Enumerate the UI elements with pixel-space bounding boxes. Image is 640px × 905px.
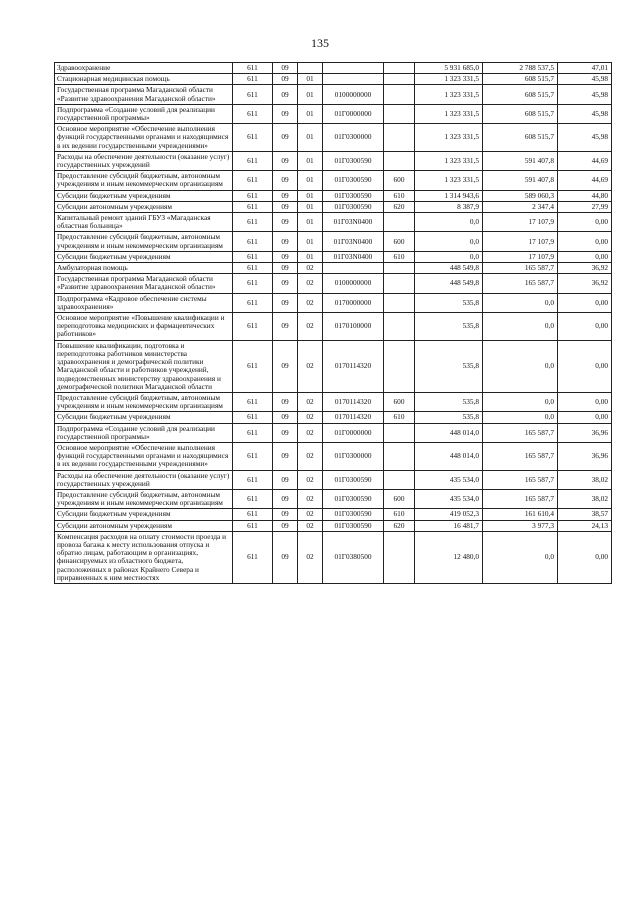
subsection-code-cell: 01 (298, 232, 323, 251)
section-code-cell: 09 (273, 171, 298, 190)
actual-amount-cell: 608 515,7 (483, 85, 558, 104)
planned-amount-cell: 8 387,9 (415, 201, 483, 212)
ministry-code-cell: 611 (233, 151, 273, 170)
expense-name-cell: Субсидии бюджетным учреждениям (55, 251, 233, 262)
target-article-cell (323, 74, 384, 85)
subsection-code-cell: 01 (298, 124, 323, 152)
expense-name-cell: Предоставление субсидий бюджетным, автономным учреждениям и иным некоммерческим организациям (55, 392, 233, 411)
table-row (55, 423, 612, 442)
target-article-cell: 01Г0000000 (323, 104, 384, 123)
planned-amount-cell: 435 534,0 (415, 489, 483, 508)
planned-amount-cell: 5 931 685,0 (415, 63, 483, 74)
ministry-code-cell: 611 (233, 509, 273, 520)
ministry-code-cell: 611 (233, 293, 273, 312)
subsection-code-cell: 01 (298, 74, 323, 85)
subsection-code-cell: 01 (298, 213, 323, 232)
expense-name-cell: Подпрограмма «Создание условий для реализации государственной программы» (55, 104, 233, 123)
target-article-cell: 0170100000 (323, 313, 384, 341)
ministry-code-cell: 611 (233, 313, 273, 341)
table-row (55, 470, 612, 489)
planned-amount-cell: 1 323 331,5 (415, 171, 483, 190)
table-row (55, 340, 612, 392)
table-row (55, 442, 612, 470)
actual-amount-cell: 165 587,7 (483, 263, 558, 274)
expense-type-cell: 610 (384, 251, 415, 262)
target-article-cell: 0100000000 (323, 85, 384, 104)
expense-type-cell (384, 151, 415, 170)
table-row (55, 412, 612, 423)
actual-amount-cell: 17 107,9 (483, 213, 558, 232)
target-article-cell: 01Г0300000 (323, 442, 384, 470)
expense-name-cell: Государственная программа Магаданской области «Развитие здравоохранения Магаданской области» (55, 274, 233, 293)
execution-percent-cell: 47,01 (558, 63, 612, 74)
planned-amount-cell: 1 323 331,5 (415, 151, 483, 170)
section-code-cell: 09 (273, 85, 298, 104)
ministry-code-cell: 611 (233, 531, 273, 583)
target-article-cell: 0170114320 (323, 392, 384, 411)
section-code-cell: 09 (273, 190, 298, 201)
expense-type-cell (384, 442, 415, 470)
actual-amount-cell: 0,0 (483, 412, 558, 423)
expense-name-cell: Субсидии автономным учреждениям (55, 520, 233, 531)
section-code-cell: 09 (273, 104, 298, 123)
target-article-cell (323, 263, 384, 274)
actual-amount-cell: 161 610,4 (483, 509, 558, 520)
target-article-cell: 01Г0300590 (323, 489, 384, 508)
subsection-code-cell: 01 (298, 171, 323, 190)
subsection-code-cell: 01 (298, 85, 323, 104)
execution-percent-cell: 0,00 (558, 392, 612, 411)
expense-type-cell (384, 293, 415, 312)
table-row (55, 85, 612, 104)
ministry-code-cell: 611 (233, 274, 273, 293)
execution-percent-cell: 0,00 (558, 313, 612, 341)
section-code-cell: 09 (273, 293, 298, 312)
execution-percent-cell: 36,96 (558, 442, 612, 470)
planned-amount-cell: 1 323 331,5 (415, 74, 483, 85)
execution-percent-cell: 44,69 (558, 171, 612, 190)
expense-type-cell: 620 (384, 201, 415, 212)
table-row (55, 190, 612, 201)
expense-type-cell: 610 (384, 509, 415, 520)
subsection-code-cell (298, 63, 323, 74)
table-row (55, 489, 612, 508)
execution-percent-cell: 0,00 (558, 340, 612, 392)
actual-amount-cell: 165 587,7 (483, 274, 558, 293)
expense-name-cell: Расходы на обеспечение деятельности (оказание услуг) государственных учреждений (55, 470, 233, 489)
table-row (55, 313, 612, 341)
subsection-code-cell: 02 (298, 470, 323, 489)
execution-percent-cell: 0,00 (558, 293, 612, 312)
ministry-code-cell: 611 (233, 74, 273, 85)
budget-table (54, 62, 612, 584)
expense-name-cell: Подпрограмма «Кадровое обеспечение системы здравоохранения» (55, 293, 233, 312)
planned-amount-cell: 1 323 331,5 (415, 104, 483, 123)
table-row (55, 74, 612, 85)
actual-amount-cell: 165 587,7 (483, 442, 558, 470)
expense-name-cell: Субсидии бюджетным учреждениям (55, 190, 233, 201)
expense-type-cell (384, 340, 415, 392)
subsection-code-cell: 02 (298, 520, 323, 531)
table-row (55, 392, 612, 411)
target-article-cell: 01Г0300000 (323, 124, 384, 152)
planned-amount-cell: 1 323 331,5 (415, 85, 483, 104)
ministry-code-cell: 611 (233, 124, 273, 152)
section-code-cell: 09 (273, 124, 298, 152)
table-row (55, 151, 612, 170)
execution-percent-cell: 0,00 (558, 412, 612, 423)
actual-amount-cell: 591 407,8 (483, 171, 558, 190)
execution-percent-cell: 0,00 (558, 251, 612, 262)
ministry-code-cell: 611 (233, 171, 273, 190)
execution-percent-cell: 36,92 (558, 274, 612, 293)
ministry-code-cell: 611 (233, 251, 273, 262)
section-code-cell: 09 (273, 470, 298, 489)
planned-amount-cell: 448 014,0 (415, 442, 483, 470)
section-code-cell: 09 (273, 151, 298, 170)
expense-name-cell: Основное мероприятие «Повышение квалификации и переподготовка медицинских и фармацевтических работников» (55, 313, 233, 341)
actual-amount-cell: 3 977,3 (483, 520, 558, 531)
planned-amount-cell: 535,8 (415, 313, 483, 341)
expense-type-cell (384, 423, 415, 442)
subsection-code-cell: 02 (298, 412, 323, 423)
target-article-cell: 0170000000 (323, 293, 384, 312)
actual-amount-cell: 0,0 (483, 531, 558, 583)
expense-name-cell: Предоставление субсидий бюджетным, автономным учреждениям и иным некоммерческим организациям (55, 232, 233, 251)
execution-percent-cell: 45,98 (558, 85, 612, 104)
planned-amount-cell: 1 323 331,5 (415, 124, 483, 152)
subsection-code-cell: 02 (298, 392, 323, 411)
execution-percent-cell: 38,02 (558, 470, 612, 489)
subsection-code-cell: 02 (298, 423, 323, 442)
ministry-code-cell: 611 (233, 85, 273, 104)
target-article-cell: 01Г03N0400 (323, 213, 384, 232)
table-row (55, 274, 612, 293)
table-row (55, 171, 612, 190)
planned-amount-cell: 0,0 (415, 213, 483, 232)
ministry-code-cell: 611 (233, 232, 273, 251)
expense-name-cell: Предоставление субсидий бюджетным, автономным учреждениям и иным некоммерческим организациям (55, 489, 233, 508)
expense-name-cell: Государственная программа Магаданской области «Развитие здравоохранения Магаданской области» (55, 85, 233, 104)
actual-amount-cell: 608 515,7 (483, 124, 558, 152)
planned-amount-cell: 419 052,3 (415, 509, 483, 520)
subsection-code-cell: 01 (298, 251, 323, 262)
expense-name-cell: Предоставление субсидий бюджетным, автономным учреждениям и иным некоммерческим организациям (55, 171, 233, 190)
expense-type-cell: 610 (384, 190, 415, 201)
expense-type-cell (384, 104, 415, 123)
subsection-code-cell: 02 (298, 340, 323, 392)
target-article-cell: 01Г0300590 (323, 201, 384, 212)
table-row (55, 232, 612, 251)
table-row (55, 104, 612, 123)
ministry-code-cell: 611 (233, 263, 273, 274)
actual-amount-cell: 591 407,8 (483, 151, 558, 170)
actual-amount-cell: 0,0 (483, 293, 558, 312)
ministry-code-cell: 611 (233, 412, 273, 423)
expense-name-cell: Амбулаторная помощь (55, 263, 233, 274)
execution-percent-cell: 45,98 (558, 104, 612, 123)
ministry-code-cell: 611 (233, 489, 273, 508)
expense-type-cell: 600 (384, 489, 415, 508)
subsection-code-cell: 02 (298, 274, 323, 293)
actual-amount-cell: 589 060,3 (483, 190, 558, 201)
section-code-cell: 09 (273, 340, 298, 392)
ministry-code-cell: 611 (233, 213, 273, 232)
expense-name-cell: Основное мероприятие «Обеспечение выполнения функций государственными органами и находящимися в их ведении государственными учреждениями» (55, 124, 233, 152)
target-article-cell: 0170114320 (323, 412, 384, 423)
target-article-cell: 0170114320 (323, 340, 384, 392)
table-row (55, 263, 612, 274)
expense-type-cell (384, 63, 415, 74)
expense-type-cell (384, 470, 415, 489)
target-article-cell: 01Г0000000 (323, 423, 384, 442)
section-code-cell: 09 (273, 412, 298, 423)
actual-amount-cell: 2 788 537,5 (483, 63, 558, 74)
execution-percent-cell: 38,57 (558, 509, 612, 520)
table-row (55, 531, 612, 583)
expense-name-cell: Капитальный ремонт зданий ГБУЗ «Магаданская областная больница» (55, 213, 233, 232)
budget-table-body (55, 63, 612, 584)
planned-amount-cell: 448 014,0 (415, 423, 483, 442)
expense-name-cell: Повышение квалификации, подготовка и переподготовка работников министерства здравоохранения и демографической политики Магаданской области и работников учреждений, подведомственных министерству здравоохранения и демографической политики Магаданской области (55, 340, 233, 392)
table-row (55, 293, 612, 312)
ministry-code-cell: 611 (233, 63, 273, 74)
expense-type-cell (384, 274, 415, 293)
actual-amount-cell: 165 587,7 (483, 470, 558, 489)
execution-percent-cell: 38,02 (558, 489, 612, 508)
table-row (55, 213, 612, 232)
planned-amount-cell: 12 480,0 (415, 531, 483, 583)
ministry-code-cell: 611 (233, 104, 273, 123)
section-code-cell: 09 (273, 274, 298, 293)
section-code-cell: 09 (273, 520, 298, 531)
expense-type-cell (384, 313, 415, 341)
section-code-cell: 09 (273, 442, 298, 470)
ministry-code-cell: 611 (233, 340, 273, 392)
target-article-cell: 01Г0300590 (323, 171, 384, 190)
section-code-cell: 09 (273, 263, 298, 274)
subsection-code-cell: 01 (298, 151, 323, 170)
expense-name-cell: Основное мероприятие «Обеспечение выполнения функций государственными органами и находящимися в их ведении государственными учреждениями» (55, 442, 233, 470)
execution-percent-cell: 0,00 (558, 232, 612, 251)
target-article-cell: 01Г0380500 (323, 531, 384, 583)
ministry-code-cell: 611 (233, 520, 273, 531)
target-article-cell: 01Г0300590 (323, 151, 384, 170)
section-code-cell: 09 (273, 489, 298, 508)
subsection-code-cell: 02 (298, 489, 323, 508)
subsection-code-cell: 01 (298, 104, 323, 123)
actual-amount-cell: 165 587,7 (483, 423, 558, 442)
section-code-cell: 09 (273, 201, 298, 212)
section-code-cell: 09 (273, 423, 298, 442)
execution-percent-cell: 45,98 (558, 74, 612, 85)
expense-name-cell: Расходы на обеспечение деятельности (оказание услуг) государственных учреждений (55, 151, 233, 170)
section-code-cell: 09 (273, 531, 298, 583)
planned-amount-cell: 1 314 943,6 (415, 190, 483, 201)
planned-amount-cell: 435 534,0 (415, 470, 483, 489)
table-row (55, 251, 612, 262)
subsection-code-cell: 01 (298, 201, 323, 212)
execution-percent-cell: 27,99 (558, 201, 612, 212)
actual-amount-cell: 608 515,7 (483, 74, 558, 85)
planned-amount-cell: 535,8 (415, 392, 483, 411)
target-article-cell: 01Г03N0400 (323, 232, 384, 251)
planned-amount-cell: 535,8 (415, 293, 483, 312)
expense-name-cell: Субсидии бюджетным учреждениям (55, 412, 233, 423)
expense-name-cell: Субсидии автономным учреждениям (55, 201, 233, 212)
subsection-code-cell: 02 (298, 263, 323, 274)
expense-type-cell (384, 213, 415, 232)
section-code-cell: 09 (273, 313, 298, 341)
subsection-code-cell: 02 (298, 313, 323, 341)
planned-amount-cell: 448 549,8 (415, 274, 483, 293)
ministry-code-cell: 611 (233, 201, 273, 212)
planned-amount-cell: 0,0 (415, 232, 483, 251)
section-code-cell: 09 (273, 509, 298, 520)
planned-amount-cell: 0,0 (415, 251, 483, 262)
planned-amount-cell: 535,8 (415, 412, 483, 423)
expense-type-cell (384, 124, 415, 152)
target-article-cell (323, 63, 384, 74)
ministry-code-cell: 611 (233, 442, 273, 470)
actual-amount-cell: 0,0 (483, 392, 558, 411)
section-code-cell: 09 (273, 63, 298, 74)
section-code-cell: 09 (273, 232, 298, 251)
page-number: 135 (311, 36, 329, 50)
actual-amount-cell: 0,0 (483, 313, 558, 341)
execution-percent-cell: 45,98 (558, 124, 612, 152)
expense-type-cell (384, 531, 415, 583)
execution-percent-cell: 36,96 (558, 423, 612, 442)
actual-amount-cell: 17 107,9 (483, 251, 558, 262)
subsection-code-cell: 01 (298, 190, 323, 201)
ministry-code-cell: 611 (233, 470, 273, 489)
table-row (55, 63, 612, 74)
table-row (55, 509, 612, 520)
expense-name-cell: Стационарная медицинская помощь (55, 74, 233, 85)
expense-type-cell (384, 263, 415, 274)
target-article-cell: 01Г0300590 (323, 520, 384, 531)
expense-name-cell: Субсидии бюджетным учреждениям (55, 509, 233, 520)
actual-amount-cell: 2 347,4 (483, 201, 558, 212)
actual-amount-cell: 0,0 (483, 340, 558, 392)
section-code-cell: 09 (273, 213, 298, 232)
subsection-code-cell: 02 (298, 442, 323, 470)
expense-type-cell: 620 (384, 520, 415, 531)
expense-type-cell: 610 (384, 412, 415, 423)
table-row (55, 201, 612, 212)
ministry-code-cell: 611 (233, 392, 273, 411)
expense-type-cell: 600 (384, 232, 415, 251)
section-code-cell: 09 (273, 74, 298, 85)
actual-amount-cell: 165 587,7 (483, 489, 558, 508)
section-code-cell: 09 (273, 251, 298, 262)
execution-percent-cell: 0,00 (558, 213, 612, 232)
expense-type-cell (384, 85, 415, 104)
target-article-cell: 01Г03N0400 (323, 251, 384, 262)
execution-percent-cell: 36,92 (558, 263, 612, 274)
execution-percent-cell: 24,13 (558, 520, 612, 531)
section-code-cell: 09 (273, 392, 298, 411)
expense-type-cell: 600 (384, 171, 415, 190)
expense-name-cell: Здравоохранение (55, 63, 233, 74)
target-article-cell: 01Г0300590 (323, 470, 384, 489)
ministry-code-cell: 611 (233, 190, 273, 201)
expense-type-cell: 600 (384, 392, 415, 411)
planned-amount-cell: 535,8 (415, 340, 483, 392)
execution-percent-cell: 44,80 (558, 190, 612, 201)
ministry-code-cell: 611 (233, 423, 273, 442)
target-article-cell: 01Г0300590 (323, 509, 384, 520)
actual-amount-cell: 608 515,7 (483, 104, 558, 123)
subsection-code-cell: 02 (298, 531, 323, 583)
table-row (55, 520, 612, 531)
target-article-cell: 0100000000 (323, 274, 384, 293)
execution-percent-cell: 0,00 (558, 531, 612, 583)
table-row (55, 124, 612, 152)
expense-type-cell (384, 74, 415, 85)
subsection-code-cell: 02 (298, 509, 323, 520)
target-article-cell: 01Г0300590 (323, 190, 384, 201)
planned-amount-cell: 16 481,7 (415, 520, 483, 531)
actual-amount-cell: 17 107,9 (483, 232, 558, 251)
expense-name-cell: Подпрограмма «Создание условий для реализации государственной программы» (55, 423, 233, 442)
subsection-code-cell: 02 (298, 293, 323, 312)
expense-name-cell: Компенсация расходов на оплату стоимости проезда и провоза багажа к месту использования отпуска и обратно лицам, работающим в организациях, финансируемых из областного бюджета, расположенных в районах Крайнего Севера и приравненных к ним местностях (55, 531, 233, 583)
planned-amount-cell: 448 549,8 (415, 263, 483, 274)
execution-percent-cell: 44,69 (558, 151, 612, 170)
